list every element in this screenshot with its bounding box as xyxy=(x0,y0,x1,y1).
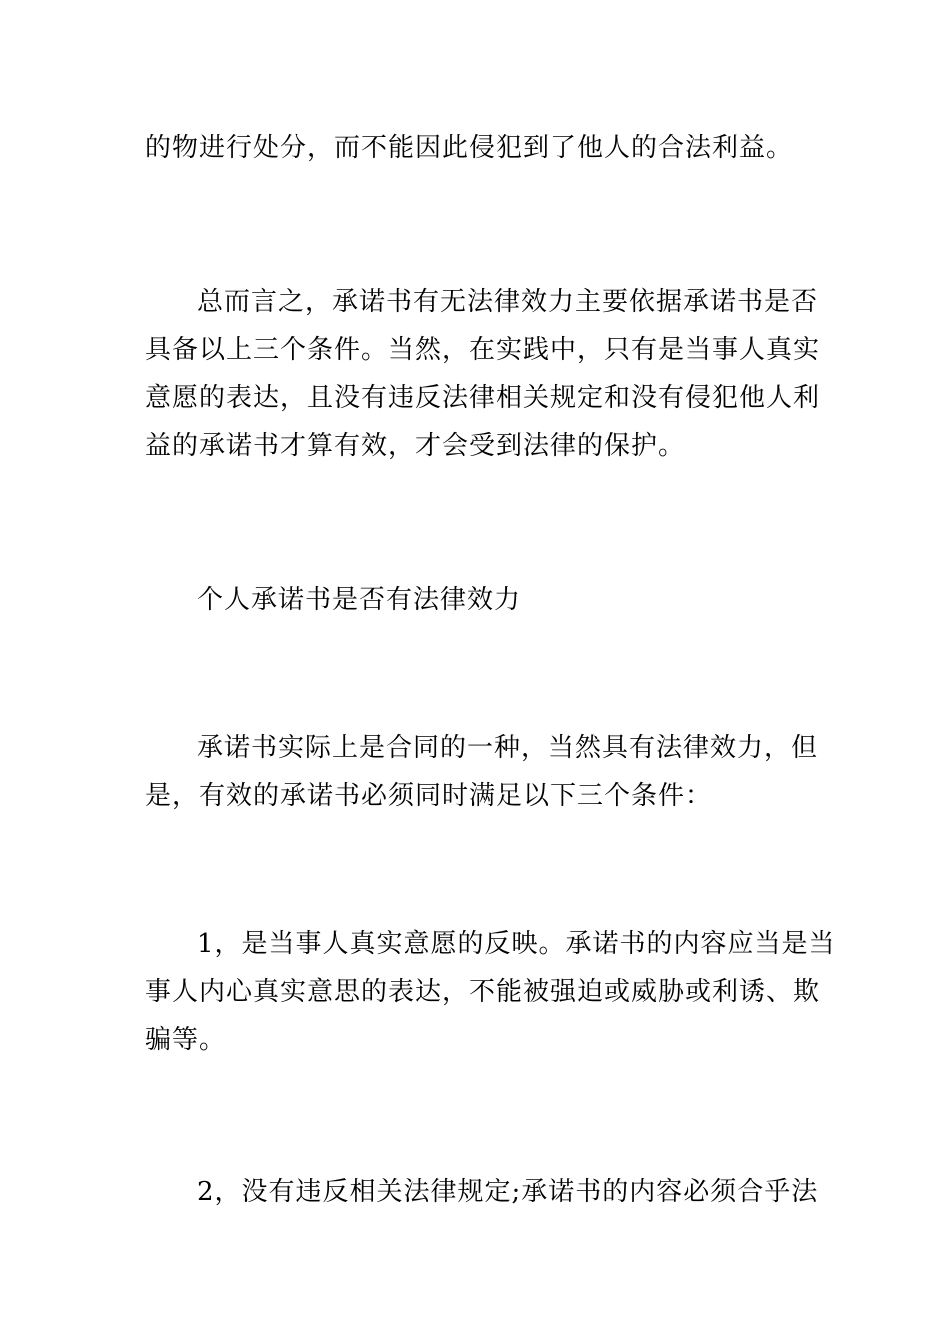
text-line: 2，没有违反相关法律规定;承诺书的内容必须合乎法 xyxy=(197,1177,819,1207)
section-heading xyxy=(145,576,810,624)
paragraph-intro xyxy=(145,724,819,820)
paragraph-summary xyxy=(145,278,821,470)
text-line: 具备以上三个条件。当然，在实践中，只有是当事人真实 xyxy=(145,335,821,365)
text-line: 是，有效的承诺书必须同时满足以下三个条件： xyxy=(145,781,713,811)
text-line: 骗等。 xyxy=(145,1025,227,1055)
text-line: 承诺书实际上是合同的一种，当然具有法律效力，但 xyxy=(197,733,819,763)
text-line: 的物进行处分，而不能因此侵犯到了他人的合法利益。 xyxy=(145,133,794,163)
paragraph-condition-1 xyxy=(145,920,836,1064)
text-line: 事人内心真实意思的表达，不能被强迫或威胁或利诱、欺 xyxy=(145,977,821,1007)
text-line: 1，是当事人真实意愿的反映。承诺书的内容应当是当 xyxy=(197,929,836,959)
heading-line: 个人承诺书是否有法律效力 xyxy=(197,585,522,615)
text-line: 意愿的表达，且没有违反法律相关规定和没有侵犯他人利 xyxy=(145,383,821,413)
text-line: 总而言之，承诺书有无法律效力主要依据承诺书是否 xyxy=(197,287,819,317)
paragraph-continuation xyxy=(145,124,810,172)
text-line: 益的承诺书才算有效，才会受到法律的保护。 xyxy=(145,431,686,461)
paragraph-condition-2 xyxy=(145,1168,819,1216)
